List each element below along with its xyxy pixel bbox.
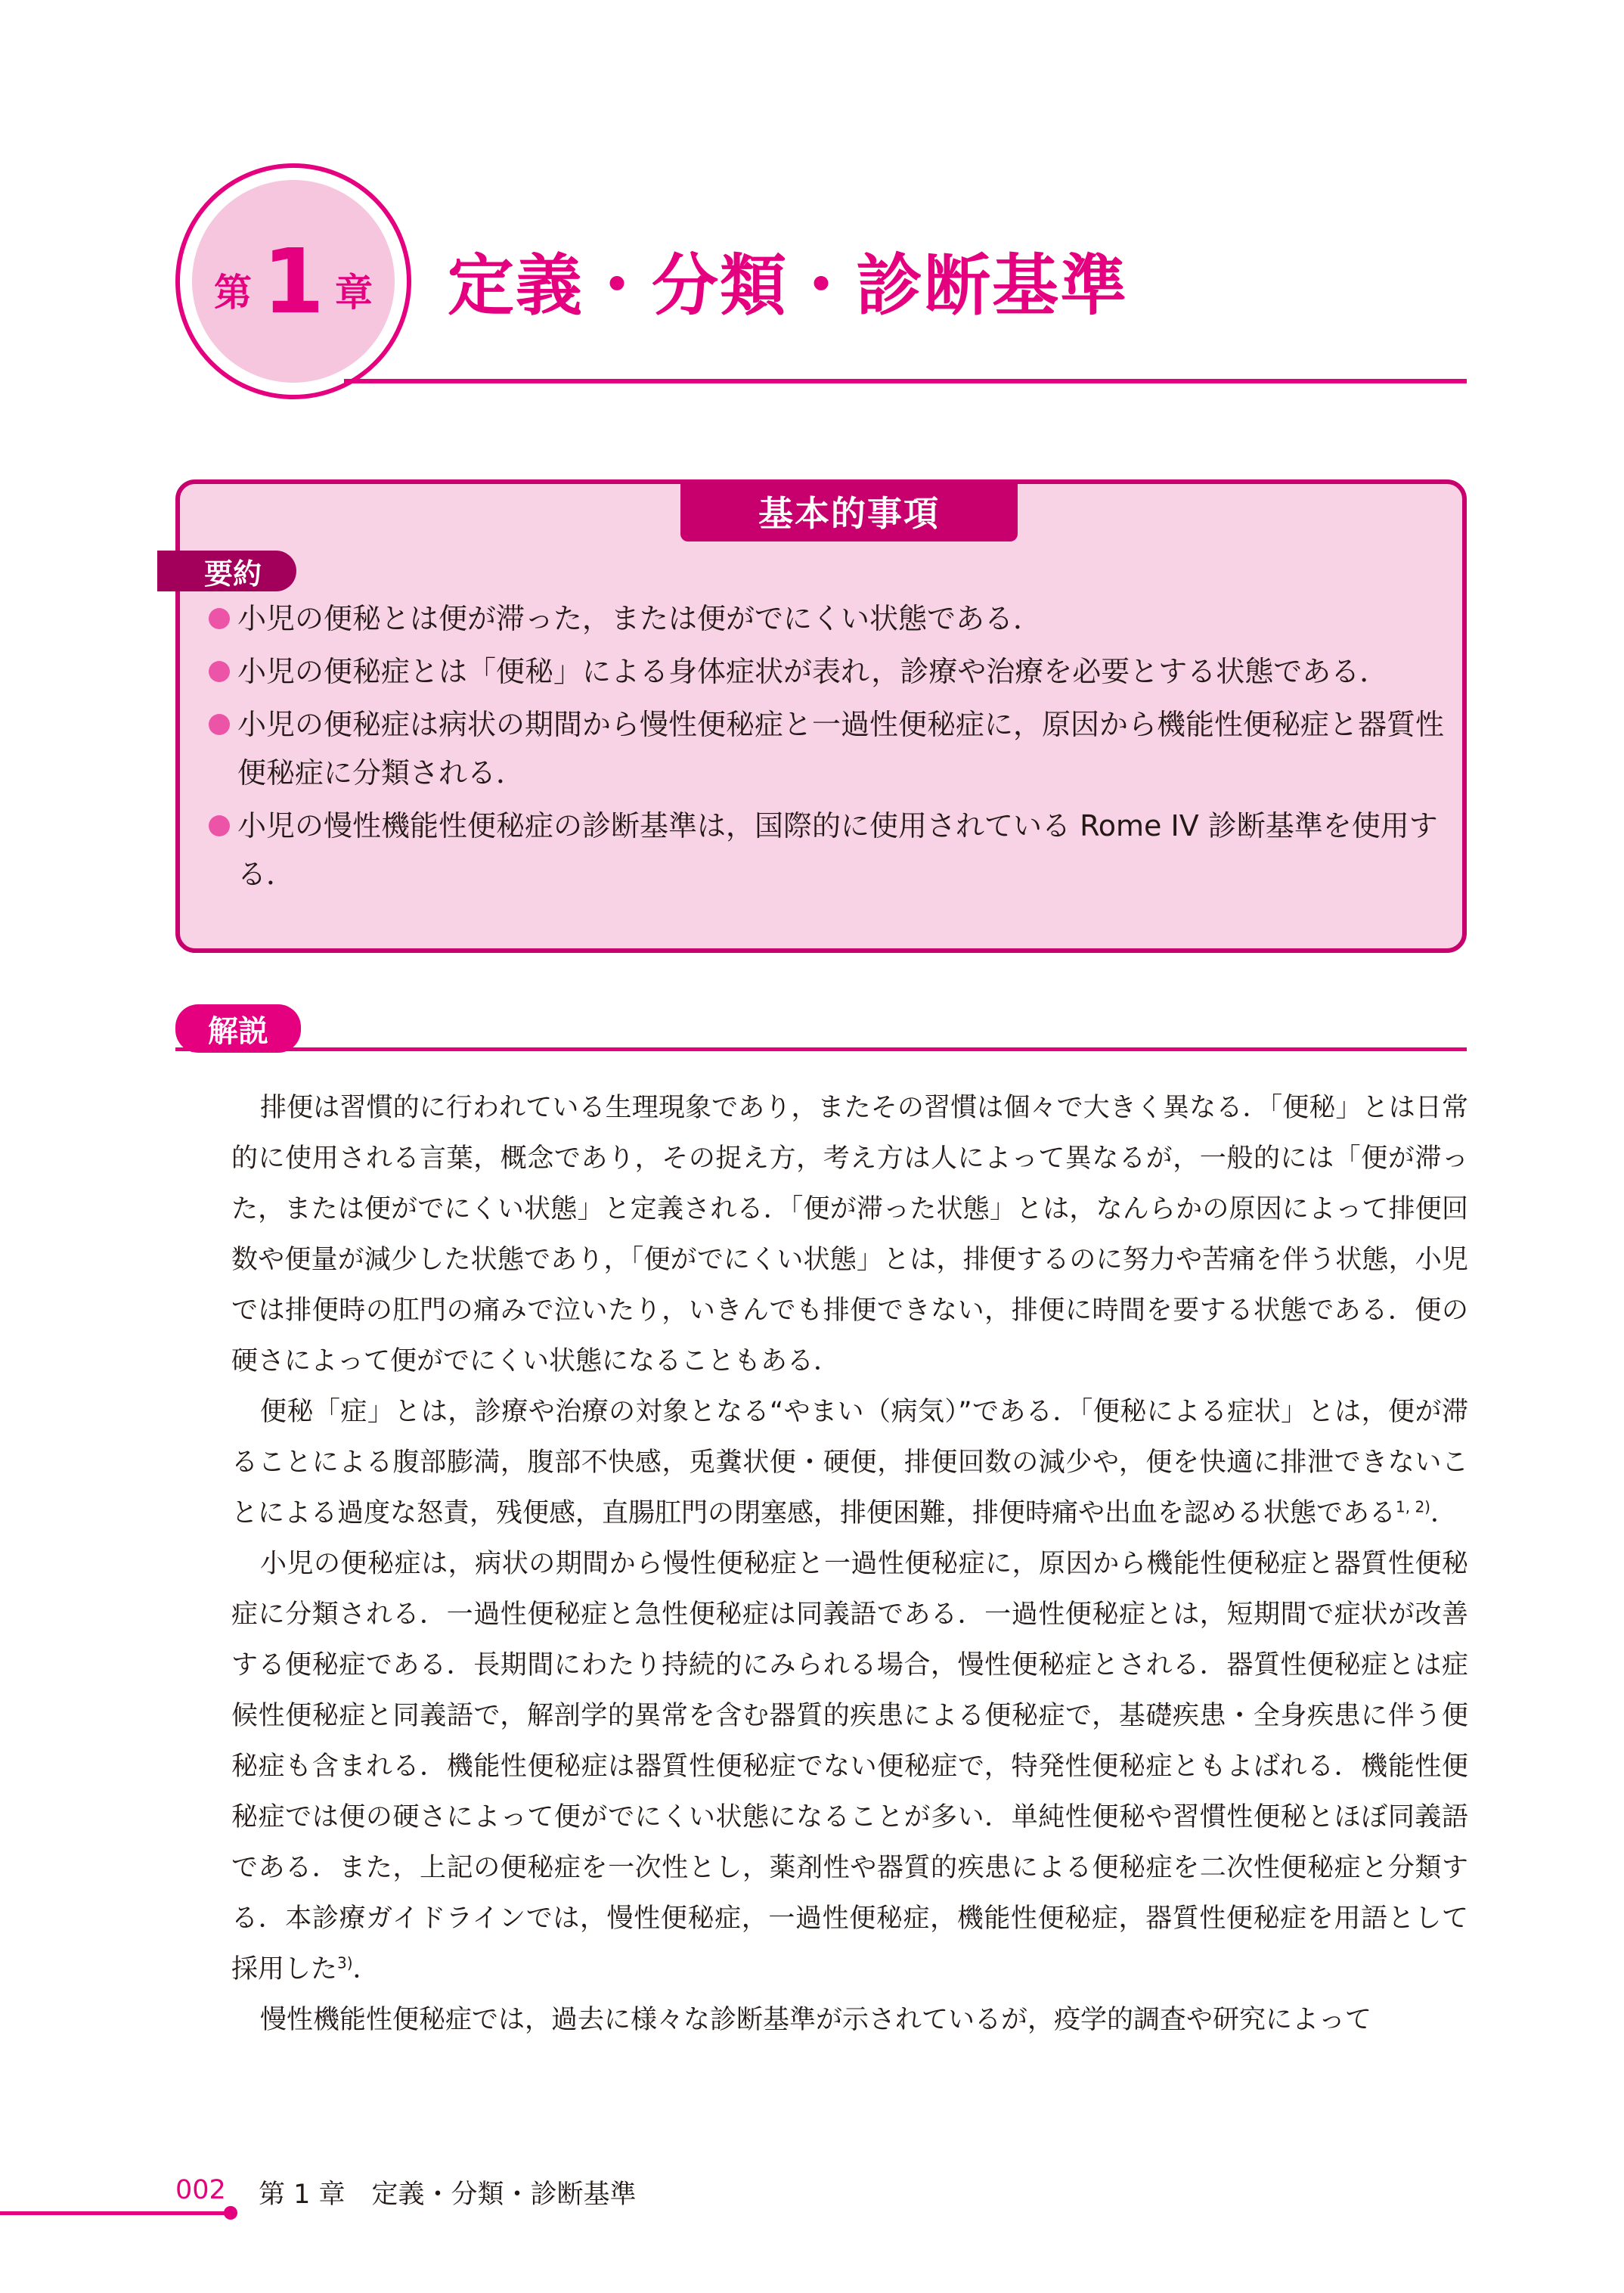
commentary-underline — [175, 1047, 1467, 1051]
bullet-dot-icon — [209, 608, 230, 629]
chapter-prefix: 第 — [213, 271, 252, 315]
bullet-dot-icon — [209, 815, 230, 836]
summary-item — [209, 802, 1449, 898]
footer-rule — [0, 2211, 228, 2215]
paragraph-tail: ． — [1430, 1498, 1457, 1528]
chapter-number: 1 — [262, 229, 325, 334]
summary-item — [209, 647, 1449, 696]
summary-box-title: 基本的事項 — [680, 481, 1018, 541]
summary-item — [209, 700, 1449, 797]
chapter-underline — [344, 379, 1467, 383]
summary-item — [209, 594, 1449, 643]
chapter-suffix: 章 — [335, 271, 373, 315]
paragraph — [231, 1539, 1468, 1995]
chapter-title: 定義・分類・診断基準 — [448, 247, 1129, 324]
commentary-body — [231, 1083, 1468, 2046]
paragraph — [231, 1387, 1468, 1539]
bullet-dot-icon — [209, 714, 230, 735]
bullet-dot-icon — [209, 661, 230, 682]
paragraph-text: 慢性機能性便秘症では，過去に様々な診断基準が示されているが，疫学的調査や研究によって — [260, 2005, 1372, 2035]
paragraph — [231, 1995, 1468, 2046]
summary-section-label: 要約 — [157, 551, 296, 591]
paragraph — [231, 1083, 1468, 1387]
summary-item-text: 小児の便秘とは便が滞った，または便がでにくい状態である． — [237, 602, 1043, 635]
commentary-label: 解説 — [175, 1004, 301, 1053]
summary-item-text: 小児の便秘症とは「便秘」による身体症状が表れ，診療や治療を必要とする状態である． — [237, 655, 1389, 688]
summary-list — [209, 594, 1449, 903]
summary-item-text: 小児の慢性機能性便秘症の診断基準は，国際的に使用されている Rome IV 診断基準を使用する． — [237, 809, 1438, 891]
running-title: 第 1 章 定義・分類・診断基準 — [259, 2180, 637, 2210]
paragraph-text: 小児の便秘症は，病状の期間から慢性便秘症と一過性便秘症に，原因から機能性便秘症と器質性便秘症に分類される．一過性便秘症と急性便秘症は同義語である．一過性便秘症とは，短期間で症状が改善する便秘症である．長期間にわたり持続的にみられる場合，慢性便秘症とされる．器質性便秘症とは症候性便秘症と同義語で，解剖学的異常を含む器質的疾患による便秘症で，基礎疾患・全身疾患に伴う便秘症も含まれる．機能性便秘症は器質性便秘症でない便秘症で，特発性便秘症ともよばれる．機能性便秘症では便の硬さによって便がでにくい状態になることが多い．単純性便秘や習慣性便秘とほぼ同義語である．また，上記の便秘症を一次性とし，薬剤性や器質的疾患による便秘症を二次性便秘症と分類する．本診療ガイドラインでは，慢性便秘症，一過性便秘症，機能性便秘症，器質性便秘症を用語として採用した — [231, 1549, 1468, 1984]
page-number: 002 — [175, 2175, 226, 2205]
paragraph-text: 便秘「症」とは，診療や治療の対象となる“やまい（病気）”である．「便秘による症状」とは，便が滞ることによる腹部膨満，腹部不快感，兎糞状便・硬便，排便回数の減少や，便を快適に排泄できないことによる過度な怒責，残便感，直腸肛門の閉塞感，排便困難，排便時痛や出血を認める状態である — [231, 1397, 1468, 1528]
chapter-number-label — [192, 180, 395, 383]
citation-ref: 3) — [337, 1953, 353, 1972]
paragraph-tail: ． — [352, 1954, 380, 1984]
citation-ref: 1, 2) — [1396, 1497, 1430, 1516]
paragraph-text: 排便は習慣的に行われている生理現象であり，またその習慣は個々で大きく異なる．「便秘」とは日常的に使用される言葉，概念であり，その捉え方，考え方は人によって異なるが，一般的には「便が滞った，または便がでにくい状態」と定義される．「便が滞った状態」とは，なんらかの原因によって排便回数や便量が減少した状態であり，「便がでにくい状態」とは，排便するのに努力や苦痛を伴う状態，小児では排便時の肛門の痛みで泣いたり，いきんでも排便できない，排便に時間を要する状態である．便の硬さによって便がでにくい状態になることもある． — [231, 1093, 1468, 1376]
summary-item-text: 小児の便秘症は病状の期間から慢性便秘症と一過性便秘症に，原因から機能性便秘症と器質性便秘症に分類される． — [237, 708, 1445, 790]
footer-dot-icon — [224, 2206, 237, 2220]
